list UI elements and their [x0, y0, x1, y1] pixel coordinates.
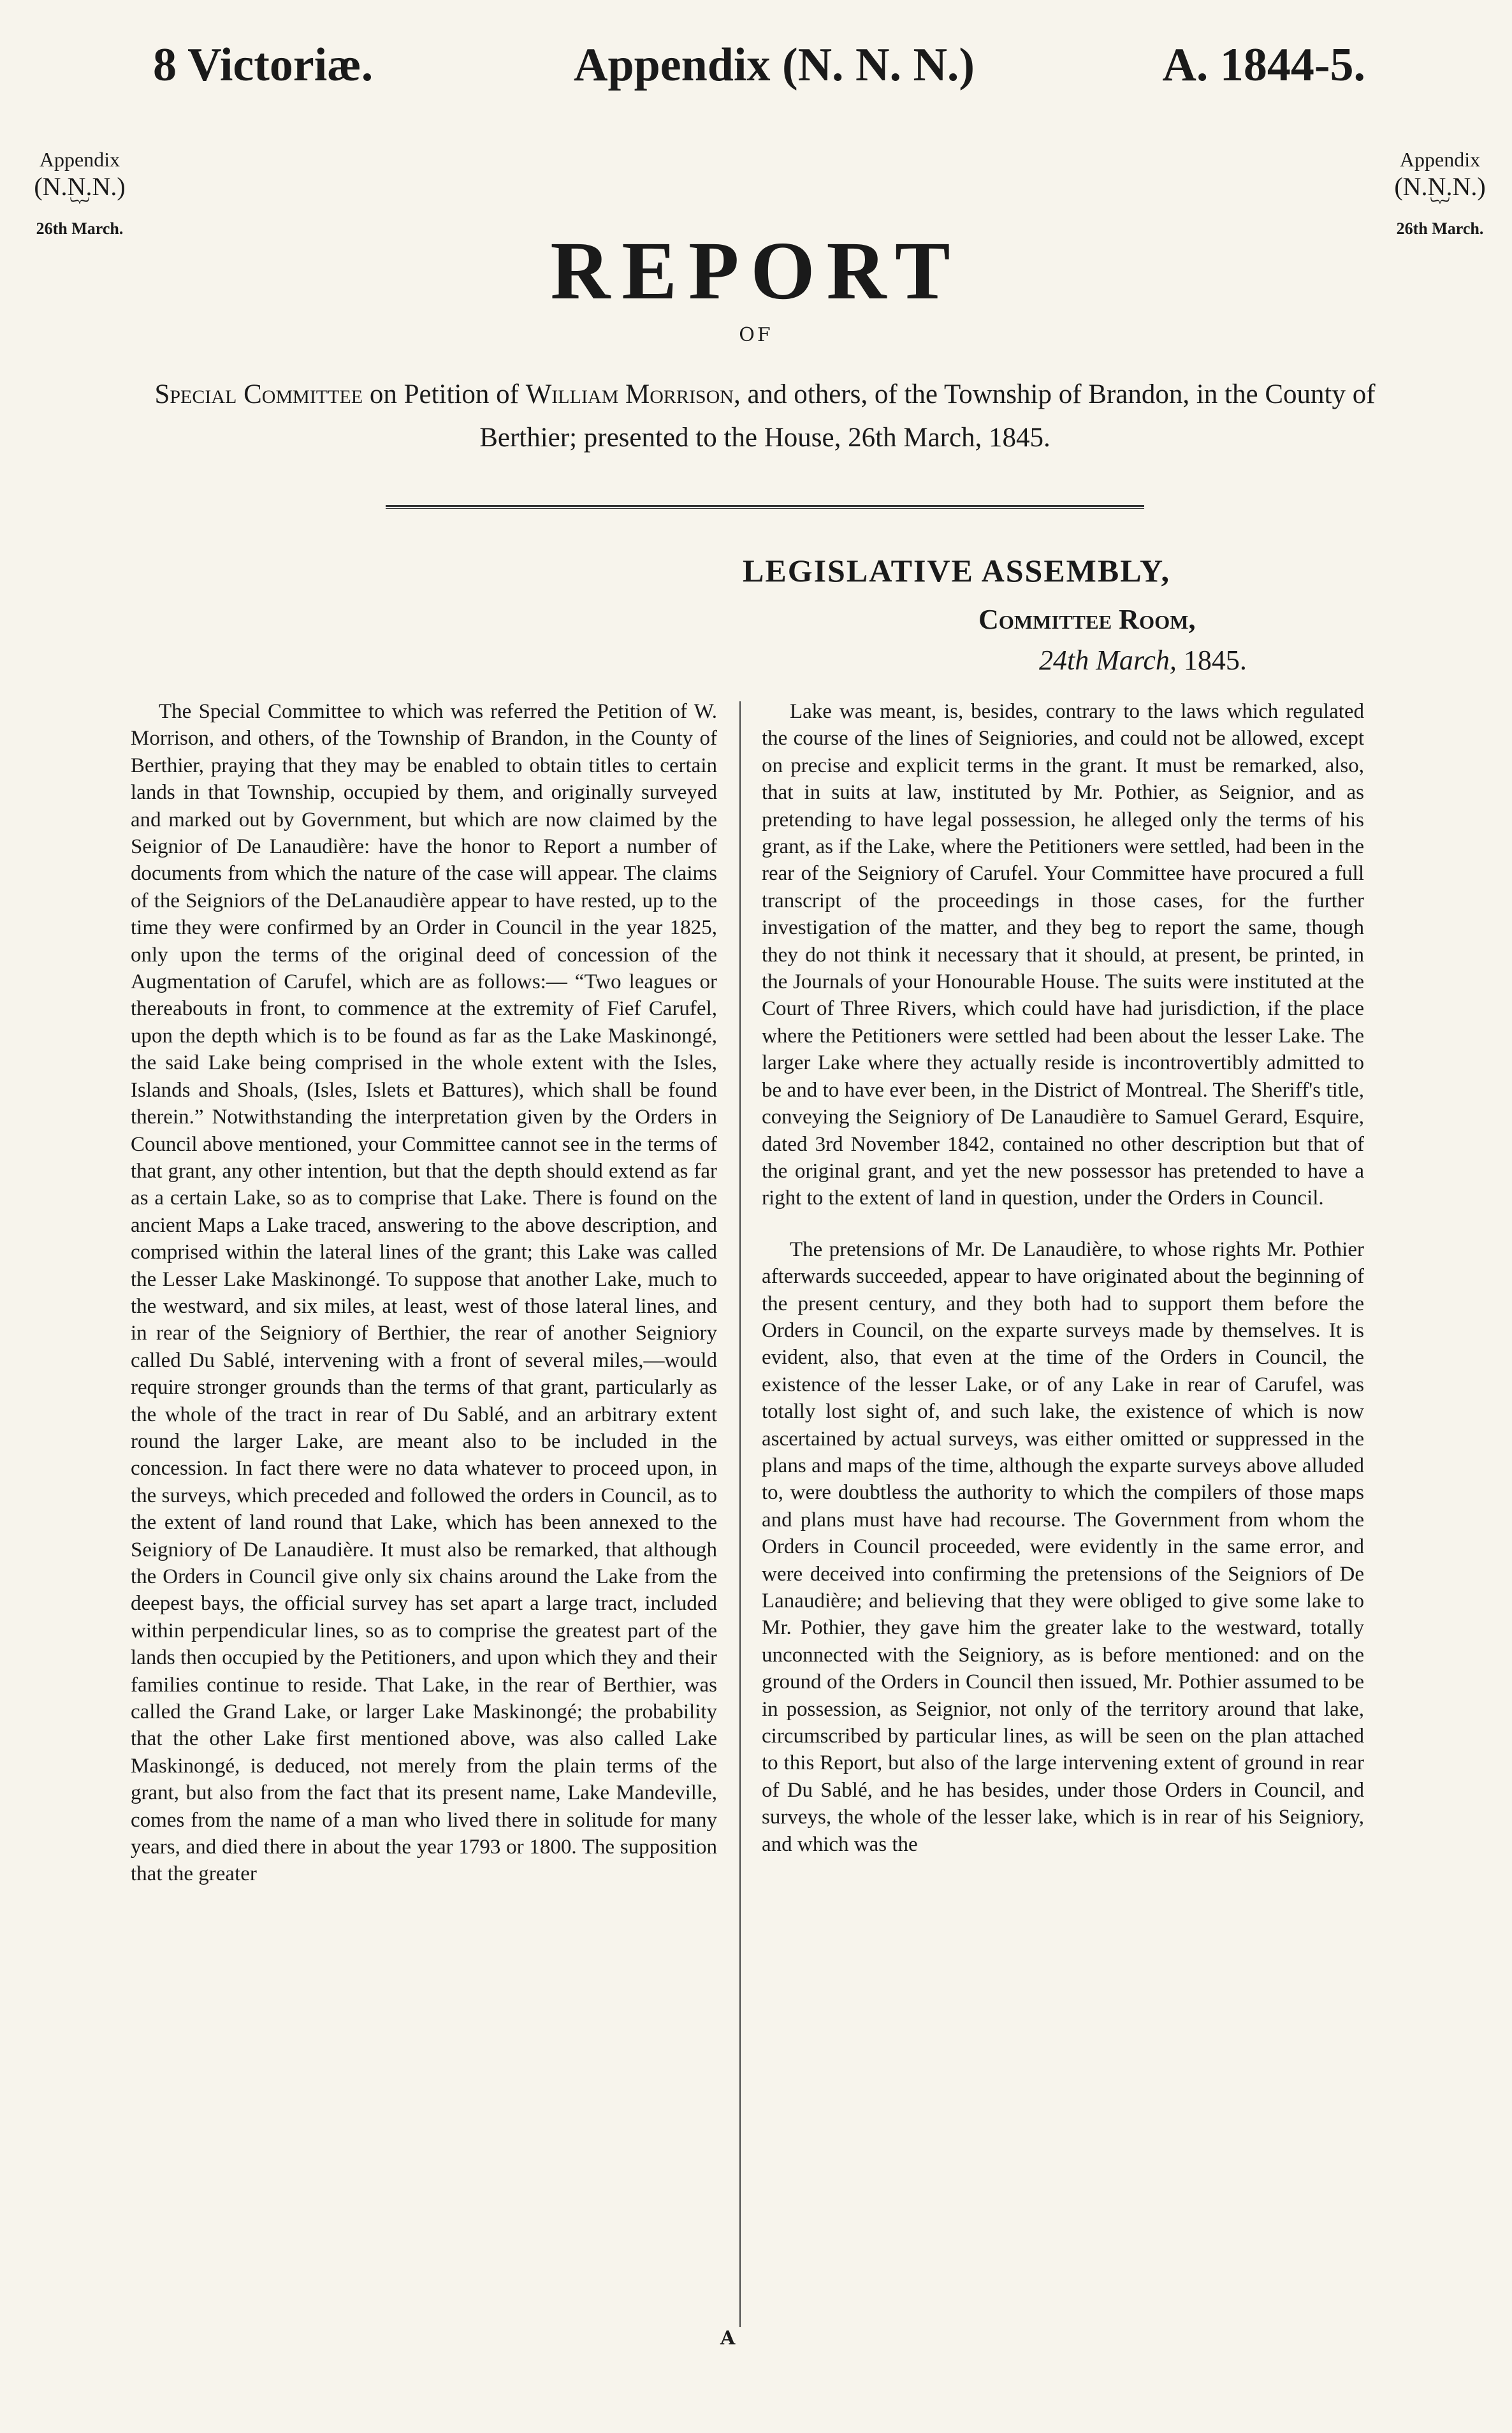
subtitle-petitioner: William Morrison,: [525, 379, 741, 409]
column-divider: [739, 701, 741, 2327]
margin-note-date: 26th March.: [1396, 219, 1484, 238]
body-column-right: [762, 698, 1364, 2330]
margin-note-label: Appendix: [39, 148, 120, 171]
report-date-day: 24th March,: [1039, 645, 1177, 676]
brace-icon: ︸: [1430, 198, 1450, 219]
brace-icon: ︸: [70, 198, 89, 219]
running-header: [0, 38, 1512, 121]
subtitle-committee: Special Committee: [154, 379, 363, 409]
report-date-year: 1845.: [1176, 645, 1247, 676]
margin-note-code: (N.N.N.): [1394, 172, 1486, 201]
subtitle-text-rest: and others, of the Township of Brandon, in the County of Berthier; presented to the House, 26th March, 1845.: [479, 379, 1376, 453]
header-year: A. 1844-5.: [1162, 39, 1365, 91]
body-paragraph: The Special Committee to which was referred the Petition of W. Morrison, and others, of the Township of Brandon, in the County of Berthier, praying that they may be enabled to obtain titles to certain lands in that Township, occupied by them, and originally surveyed and marked out by Government, but which are now claimed by the Seignior of De Lanaudière: have the honor to Report a number of documents from which the nature of the case will appear. The claims of the Seigniors of the DeLanaudière appear to have rested, up to the time they were confirmed by an Order in Council in the year 1825, only upon the terms of the original deed of concession of the Augmentation of Carufel, which are as follows:— “Two leagues or thereabouts in front, to commence at the extremity of Fief Carufel, upon the depth which is to be found as far as the Lake Maskinongé, the said Lake being comprised in the whole extent with the Isles, Islands and Shoals, (Isles, Islets et Battures), which shall be found therein.” Notwithstanding the interpretation given by the Orders in Council above mentioned, your Committee cannot see in the terms of that grant, any other intention, but that the depth should extend as far as a certain Lake, so as to comprise that Lake. There is found on the ancient Maps a Lake traced, answering to the above description, and comprised within the lateral lines of the grant; this Lake was called the Lesser Lake Maskinongé. To suppose that another Lake, much to the westward, and six miles, at least, west of those lateral lines, and in rear of the Seigniory of Berthier, the rear of another Seigniory called Du Sablé, intervening with a front of several miles,—would require stronger grounds than the terms of that grant, particularly as the whole of the tract in rear of Du Sablé, and an arbitrary extent round the larger Lake, are meant also to be included in the concession. In fact there were no data whatever to proceed upon, in the surveys, which preceded and followed the orders in Council, as to the extent of land round that Lake, which has been annexed to the Seigniory of De Lanaudière. It must also be remarked, that although the Orders in Council give only six chains around the Lake from the deepest bays, the official survey has set apart a large tract, included within perpendicular lines, so as to comprise the greatest part of the lands then occupied by the Petitioners, and upon which they and their families continue to reside. That Lake, in the rear of Berthier, was called the Grand Lake, or larger Lake Maskinongé; the probability that the other Lake first mentioned above, was also called Lake Maskinongé, is deduced, not merely from the plain terms of the grant, but also from the fact that its present name, Lake Mandeville, comes from the name of a man who lived there in solitude for many years, and died there in about the year 1793 or 1800. The supposition that the greater: [131, 700, 717, 1886]
body-column-left: [131, 698, 717, 2330]
margin-note-date: 26th March.: [36, 219, 124, 238]
subtitle-text: on Petition of: [363, 379, 526, 409]
body-paragraph: Lake was meant, is, besides, contrary to the laws which regulated the course of the lines of Seigniories, and could not be allowed, except on precise and explicit terms in the grant. It must be remarked, also, that in suits at law, instituted by Mr. Pothier, as Seignior, and as pretending to have legal possession, he alleged only the terms of his grant, as if the Lake, where the Petitioners were settled, had been in the rear of the Seigniory of Carufel. Your Committee have procured a full transcript of the proceedings in those cases, for the further investigation of the matter, and they beg to report the same, though they do not think it necessary that it should, at present, be printed, in the Journals of your Honourable House. The suits were instituted at the Court of Three Rivers, which could have had jurisdiction, if the place where the Petitioners were settled had been about the lesser Lake. The larger Lake where they actually reside is incontrovertibly admitted to be and to have ever been, in the District of Montreal. The Sheriff's title, conveying the Seigniory of De Lanaudière to Samuel Gerard, Esquire, dated 3rd November 1842, contained no other description but that of the original grant, and yet the new possessor has pretended to have a right to the extent of land in question, under the Orders in Council.: [762, 700, 1364, 1210]
margin-note-code: (N.N.N.): [34, 172, 126, 201]
report-subtitle: [147, 373, 1383, 460]
report-title: REPORT: [550, 225, 962, 317]
report-date: [1039, 644, 1247, 676]
body-paragraph: The pretensions of Mr. De Lanaudière, to whose rights Mr. Pothier afterwards succeeded, appear to have originated about the beginning of the present century, and they both had to support them before the Orders in Council, on the exparte surveys made by themselves. It is evident, also, that even at the time of the Orders in Council, the existence of the lesser Lake, or of any Lake in rear of Carufel, was totally lost sight of, and such lake, the existence of which is now ascertained by actual surveys, was either omitted or suppressed in the plans and maps of the time, although the exparte surveys above alluded to, were doubtless the authority to which the compilers of those maps and plans must have had recourse. The Government from whom the Orders in Council proceeded, were evidently in the same error, and were deceived into confirming the pretensions of the Seigniors of De Lanaudière; and believing that they were obliged to give some lake to Mr. Pothier, they gave him the greater lake to the westward, totally unconnected with the Seigniory, as is before mentioned: and on the ground of the Orders in Council then issued, Mr. Pothier assumed to be in possession, as Seignior, not only of the territory around that lake, circumscribed by particular lines, as will be seen on the plan attached to this Report, but also of the large intervening extent of ground in rear of Du Sablé, and he has besides, under those Orders in Council, and surveys, the whole of the lesser lake, which is in rear of his Seigniory, and which was the: [762, 1238, 1364, 1856]
header-appendix: Appendix (N. N. N.): [574, 39, 975, 91]
assembly-heading: LEGISLATIVE ASSEMBLY,: [743, 553, 1171, 588]
of-line: OF: [739, 324, 773, 346]
divider-rule: [386, 505, 1144, 509]
committee-room-heading: Committee Room,: [978, 604, 1196, 635]
margin-note-label: Appendix: [1399, 148, 1481, 171]
signature-mark: A: [720, 2327, 736, 2349]
header-session: 8 Victoriæ.: [153, 39, 374, 91]
